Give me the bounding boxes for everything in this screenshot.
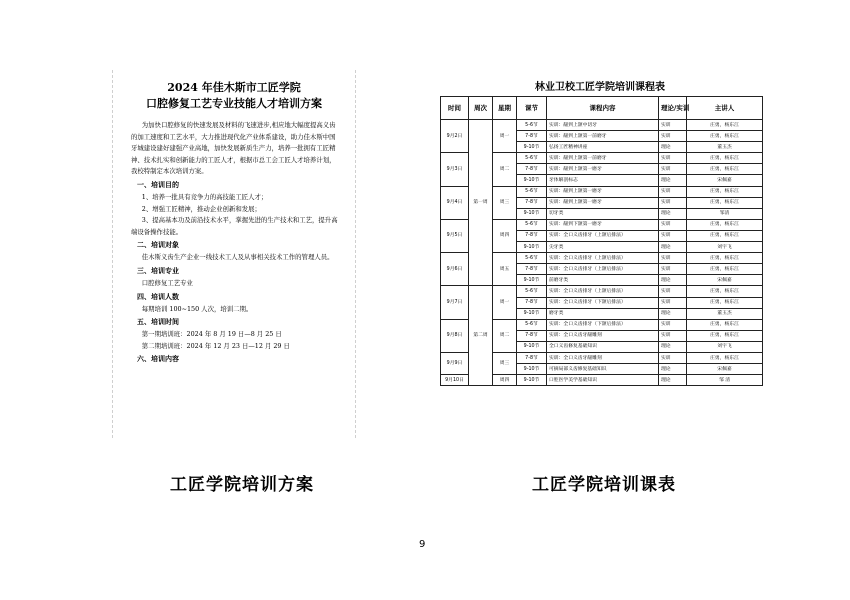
course-cell: 切牙类 bbox=[547, 208, 659, 219]
period-cell: 9-10节 bbox=[517, 364, 547, 375]
week-cell: 第一周 bbox=[469, 120, 493, 286]
weekday-cell: 周三 bbox=[493, 186, 517, 219]
lecturer-cell: 董玉杰 bbox=[687, 142, 763, 153]
intro-line: 我校特制定本次培训方案。 bbox=[131, 167, 208, 176]
weekday-cell: 周一 bbox=[493, 120, 517, 153]
period-cell: 9-10节 bbox=[517, 275, 547, 286]
type-cell: 实训 bbox=[659, 264, 687, 275]
weekday-cell: 周四 bbox=[493, 219, 517, 252]
section-heading: 二、培训对象 bbox=[137, 240, 179, 250]
period-cell: 5-6节 bbox=[517, 319, 547, 330]
intro-line: 为加快口腔修复的快速发展及材料的飞速进步,相应地大幅度提高义齿 bbox=[141, 121, 336, 129]
type-cell: 实训 bbox=[659, 186, 687, 197]
course-cell: 实训：全口义齿牙龈雕刻 bbox=[547, 352, 659, 363]
section-text: 佳木斯义齿生产企业一线技术工人及从事相关技术工作的管理人员。 bbox=[141, 253, 334, 262]
date-cell: 9月9日 bbox=[441, 352, 469, 374]
weekday-cell: 周一 bbox=[493, 286, 517, 319]
weekday-cell: 周二 bbox=[493, 319, 517, 352]
period-cell: 7-8节 bbox=[517, 164, 547, 175]
type-cell: 实训 bbox=[659, 352, 687, 363]
type-cell: 实训 bbox=[659, 120, 687, 131]
date-cell: 9月4日 bbox=[441, 186, 469, 219]
course-cell: 实训：全口义齿排牙（上颌后排法） bbox=[547, 286, 659, 297]
course-cell: 实训：龈到上颌第一磨牙 bbox=[547, 197, 659, 208]
table-header-row bbox=[441, 97, 763, 120]
type-cell: 实训 bbox=[659, 153, 687, 164]
lecturer-cell: 刘宇飞 bbox=[687, 341, 763, 352]
type-cell: 理论 bbox=[659, 375, 687, 386]
course-cell: 尖牙类 bbox=[547, 242, 659, 253]
lecturer-cell: 宋佩嘉 bbox=[687, 364, 763, 375]
type-cell: 实训 bbox=[659, 197, 687, 208]
period-cell: 9-10节 bbox=[517, 308, 547, 319]
section-text: 每期培训 100~150 人次，培训二期。 bbox=[141, 304, 253, 313]
course-cell: 实训：全口义齿排牙（上颌后排法） bbox=[547, 230, 659, 241]
plan-title-line2: 口腔修复工艺专业技能人才培训方案 bbox=[146, 97, 322, 110]
type-cell: 实训 bbox=[659, 164, 687, 175]
column-header: 理论/实训 bbox=[659, 97, 687, 120]
section-heading: 四、培训人数 bbox=[137, 291, 179, 301]
plan-title-line1: 2024 年佳木斯市工匠学院 bbox=[167, 81, 301, 94]
type-cell: 理论 bbox=[659, 208, 687, 219]
lecturer-cell: 庄勇，杨东江 bbox=[687, 286, 763, 297]
lecturer-cell: 庄勇，杨东江 bbox=[687, 253, 763, 264]
weekday-cell: 周四 bbox=[493, 375, 517, 386]
lecturer-cell: 庄勇，杨东江 bbox=[687, 230, 763, 241]
type-cell: 理论 bbox=[659, 364, 687, 375]
date-cell: 9月3日 bbox=[441, 153, 469, 186]
column-header: 周次 bbox=[469, 97, 493, 120]
column-header: 课节 bbox=[517, 97, 547, 120]
date-cell: 9月5日 bbox=[441, 219, 469, 252]
period-cell: 7-8节 bbox=[517, 230, 547, 241]
lecturer-cell: 庄勇，杨东江 bbox=[687, 120, 763, 131]
section-heading: 一、培训目的 bbox=[137, 179, 179, 189]
right-caption: 工匠学院培训课表 bbox=[532, 475, 676, 495]
section-heading: 六、培训内容 bbox=[137, 354, 179, 364]
course-cell: 全口义齿修复基础知识 bbox=[547, 341, 659, 352]
type-cell: 实训 bbox=[659, 286, 687, 297]
lecturer-cell: 宋佩嘉 bbox=[687, 175, 763, 186]
lecturer-cell: 邹 清 bbox=[687, 375, 763, 386]
table-row bbox=[441, 286, 763, 297]
type-cell: 理论 bbox=[659, 341, 687, 352]
week-cell: 第二周 bbox=[469, 286, 493, 386]
period-cell: 5-6节 bbox=[517, 120, 547, 131]
type-cell: 理论 bbox=[659, 242, 687, 253]
period-cell: 9-10节 bbox=[517, 341, 547, 352]
date-cell: 9月8日 bbox=[441, 319, 469, 352]
period-cell: 9-10节 bbox=[517, 242, 547, 253]
course-cell: 实训：全口义齿排牙（上颌后排法） bbox=[547, 253, 659, 264]
course-cell: 实训：全口义齿牙龈雕刻 bbox=[547, 330, 659, 341]
type-cell: 理论 bbox=[659, 142, 687, 153]
course-cell: 实训：龈到上颌中切牙 bbox=[547, 120, 659, 131]
lecturer-cell: 庄勇，杨东江 bbox=[687, 297, 763, 308]
type-cell: 理论 bbox=[659, 275, 687, 286]
schedule-title: 林业卫校工匠学院培训课程表 bbox=[535, 82, 665, 93]
course-cell: 弘扬工匠精神讲座 bbox=[547, 142, 659, 153]
left-caption: 工匠学院培训方案 bbox=[170, 475, 314, 495]
course-cell: 磨牙类 bbox=[547, 308, 659, 319]
weekday-cell: 周二 bbox=[493, 153, 517, 186]
course-cell: 实训：全口义齿排牙（上颌后排法） bbox=[547, 264, 659, 275]
schedule-body bbox=[441, 120, 763, 386]
column-header: 星期 bbox=[493, 97, 517, 120]
lecturer-cell: 董玉杰 bbox=[687, 308, 763, 319]
section-heading: 三、培训专业 bbox=[137, 265, 179, 275]
lecturer-cell: 庄勇，杨东江 bbox=[687, 153, 763, 164]
column-header: 课程内容 bbox=[547, 97, 659, 120]
type-cell: 实训 bbox=[659, 297, 687, 308]
lecturer-cell: 邹清 bbox=[687, 208, 763, 219]
period-cell: 5-6节 bbox=[517, 153, 547, 164]
schedule-table bbox=[440, 96, 763, 386]
page-number: 9 bbox=[419, 539, 426, 550]
period-cell: 5-6节 bbox=[517, 219, 547, 230]
section-text: 口腔修复工艺专业 bbox=[141, 278, 193, 287]
section-text: 第二期培训班：2024 年 12 月 23 日—12 月 29 日 bbox=[141, 341, 290, 350]
period-cell: 5-6节 bbox=[517, 286, 547, 297]
lecturer-cell: 刘宇飞 bbox=[687, 242, 763, 253]
training-plan-document bbox=[112, 70, 356, 438]
lecturer-cell: 庄勇，杨东江 bbox=[687, 264, 763, 275]
type-cell: 理论 bbox=[659, 175, 687, 186]
lecturer-cell: 庄勇，杨东江 bbox=[687, 164, 763, 175]
section-heading: 五、培训时间 bbox=[137, 317, 179, 327]
lecturer-cell: 庄勇，杨东江 bbox=[687, 186, 763, 197]
period-cell: 9-10节 bbox=[517, 375, 547, 386]
course-cell: 实训：龈到上颌第一磨牙 bbox=[547, 186, 659, 197]
type-cell: 实训 bbox=[659, 219, 687, 230]
period-cell: 7-8节 bbox=[517, 131, 547, 142]
course-cell: 可摘局部义齿修复基础知识 bbox=[547, 364, 659, 375]
section-text: 1、培养一批具有竞争力的高技能工匠人才； bbox=[141, 192, 268, 201]
date-cell: 9月6日 bbox=[441, 253, 469, 286]
type-cell: 实训 bbox=[659, 319, 687, 330]
lecturer-cell: 庄勇，杨东江 bbox=[687, 352, 763, 363]
section-text: 端设备操作技能。 bbox=[131, 227, 183, 236]
type-cell: 实训 bbox=[659, 230, 687, 241]
date-cell: 9月2日 bbox=[441, 120, 469, 153]
period-cell: 9-10节 bbox=[517, 208, 547, 219]
intro-line: 牙城建设建好建强产业高地，加快发展新质生产力，培养一批拥有工匠精 bbox=[131, 144, 336, 153]
period-cell: 7-8节 bbox=[517, 330, 547, 341]
period-cell: 7-8节 bbox=[517, 197, 547, 208]
period-cell: 7-8节 bbox=[517, 352, 547, 363]
lecturer-cell: 庄勇，杨东江 bbox=[687, 219, 763, 230]
lecturer-cell: 庄勇，杨东江 bbox=[687, 319, 763, 330]
column-header: 主讲人 bbox=[687, 97, 763, 120]
intro-line: 神、技术扎实和创新能力的工匠人才，根据市总工会工匠人才培养计划， bbox=[131, 155, 336, 164]
course-cell: 实训：龈到上颌第一前磨牙 bbox=[547, 153, 659, 164]
course-cell: 前磨牙类 bbox=[547, 275, 659, 286]
period-cell: 7-8节 bbox=[517, 264, 547, 275]
lecturer-cell: 宋佩嘉 bbox=[687, 275, 763, 286]
type-cell: 实训 bbox=[659, 131, 687, 142]
period-cell: 5-6节 bbox=[517, 186, 547, 197]
course-cell: 牙体解剖标志 bbox=[547, 175, 659, 186]
type-cell: 实训 bbox=[659, 253, 687, 264]
course-cell: 口腔医学美学基础知识 bbox=[547, 375, 659, 386]
lecturer-cell: 庄勇，杨东江 bbox=[687, 131, 763, 142]
period-cell: 9-10节 bbox=[517, 175, 547, 186]
section-text: 2、增强工匠精神，推动企业创新和发展； bbox=[141, 204, 261, 213]
table-row bbox=[441, 120, 763, 131]
section-text: 第一期培训班：2024 年 8 月 19 日—8 月 25 日 bbox=[141, 330, 282, 339]
weekday-cell: 周五 bbox=[493, 253, 517, 286]
section-text: 3、提高基本功及前沿技术水平，掌握先进的生产技术和工艺，提升高 bbox=[141, 216, 338, 225]
course-cell: 实训：全口义齿排牙（下颌后排法） bbox=[547, 297, 659, 308]
lecturer-cell: 庄勇，杨东江 bbox=[687, 330, 763, 341]
type-cell: 实训 bbox=[659, 330, 687, 341]
intro-line: 的加工速度和工艺水平，大力推进现代化产业体系建设，助力佳木斯中国 bbox=[131, 132, 336, 141]
period-cell: 7-8节 bbox=[517, 297, 547, 308]
column-header: 时间 bbox=[441, 97, 469, 120]
lecturer-cell: 庄勇，杨东江 bbox=[687, 197, 763, 208]
course-cell: 实训：龈到下颌第一磨牙 bbox=[547, 219, 659, 230]
type-cell: 理论 bbox=[659, 308, 687, 319]
course-cell: 实训：龈到上颌第一前磨牙 bbox=[547, 131, 659, 142]
date-cell: 9月7日 bbox=[441, 286, 469, 319]
period-cell: 5-6节 bbox=[517, 253, 547, 264]
weekday-cell: 周三 bbox=[493, 352, 517, 374]
period-cell: 9-10节 bbox=[517, 142, 547, 153]
course-cell: 实训：龈到上颌第一磨牙 bbox=[547, 164, 659, 175]
date-cell: 9月10日 bbox=[441, 375, 469, 386]
course-cell: 实训：全口义齿排牙（下颌后排法） bbox=[547, 319, 659, 330]
